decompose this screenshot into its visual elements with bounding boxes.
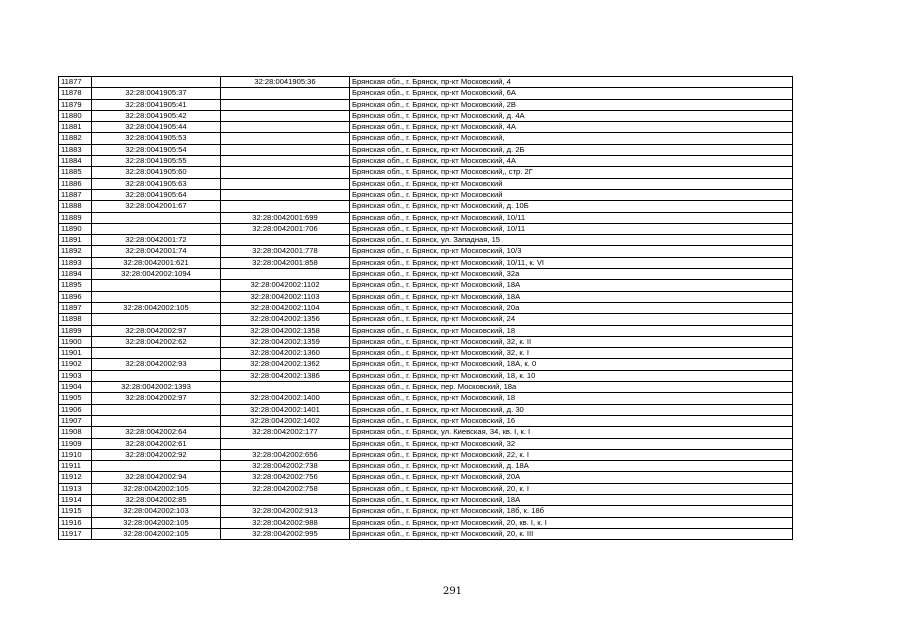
table-row [59,528,793,539]
address-cell: Брянская обл., г. Брянск, пр-кт Московский, д. 4А [350,110,793,121]
linked-cadastral-number-cell: 32:28:0042002:995 [221,528,350,539]
row-number-cell: 11907 [59,415,92,426]
row-number-cell: 11900 [59,336,92,347]
address-cell: Брянская обл., г. Брянск, пр-кт Московский, 18б, к. 18б [350,506,793,517]
address-cell: Брянская обл., г. Брянск, пр-кт Московский, 2В [350,99,793,110]
table-row [59,110,793,121]
row-number-cell: 11890 [59,223,92,234]
address-cell: Брянская обл., г. Брянск, пр-кт Московский, 32 [350,438,793,449]
linked-cadastral-number-cell: 32:28:0042001:706 [221,223,350,234]
address-cell: Брянская обл., г. Брянск, пр-кт Московский [350,189,793,200]
cadastral-number-cell: 32:28:0042002:103 [92,506,221,517]
cadastral-number-cell: 32:28:0042002:61 [92,438,221,449]
linked-cadastral-number-cell [221,156,350,167]
row-number-cell: 11914 [59,494,92,505]
cadastral-number-cell [92,291,221,302]
cadastral-number-cell: 32:28:0041905:44 [92,122,221,133]
address-cell: Брянская обл., г. Брянск, пр-кт Московский, 18А [350,291,793,302]
row-number-cell: 11880 [59,110,92,121]
linked-cadastral-number-cell [221,99,350,110]
row-number-cell: 11878 [59,88,92,99]
table-row [59,133,793,144]
cadastral-number-cell [92,404,221,415]
linked-cadastral-number-cell: 32:28:0042002:1358 [221,325,350,336]
address-cell: Брянская обл., г. Брянск, пр-кт Московский,, стр. 2Г [350,167,793,178]
row-number-cell: 11877 [59,77,92,88]
row-number-cell: 11909 [59,438,92,449]
row-number-cell: 11893 [59,257,92,268]
table-row [59,77,793,88]
address-cell: Брянская обл., г. Брянск, пр-кт Московский, 20, к. I [350,483,793,494]
table-row [59,359,793,370]
table-row [59,246,793,257]
table-row [59,336,793,347]
row-number-cell: 11901 [59,348,92,359]
table-row [59,415,793,426]
linked-cadastral-number-cell [221,178,350,189]
row-number-cell: 11897 [59,302,92,313]
cadastral-number-cell: 32:28:0041905:55 [92,156,221,167]
table-row [59,235,793,246]
cadastral-number-cell: 32:28:0042002:105 [92,528,221,539]
table-row [59,314,793,325]
linked-cadastral-number-cell [221,494,350,505]
cadastral-number-cell [92,415,221,426]
table-row [59,189,793,200]
linked-cadastral-number-cell: 32:28:0042002:177 [221,427,350,438]
row-number-cell: 11879 [59,99,92,110]
cadastral-number-cell [92,461,221,472]
row-number-cell: 11895 [59,280,92,291]
address-cell: Брянская обл., г. Брянск, пр-кт Московский, 18А, к. 0 [350,359,793,370]
address-cell: Брянская обл., г. Брянск, пр-кт Московский, д. 10Б [350,201,793,212]
table-row [59,427,793,438]
row-number-cell: 11917 [59,528,92,539]
linked-cadastral-number-cell: 32:28:0042001:858 [221,257,350,268]
linked-cadastral-number-cell: 32:28:0042001:778 [221,246,350,257]
linked-cadastral-number-cell [221,201,350,212]
linked-cadastral-number-cell: 32:28:0042002:1386 [221,370,350,381]
row-number-cell: 11913 [59,483,92,494]
cadastral-number-cell [92,280,221,291]
cadastral-number-cell: 32:28:0042002:64 [92,427,221,438]
table-row [59,483,793,494]
cadastral-number-cell: 32:28:0041905:64 [92,189,221,200]
address-cell: Брянская обл., г. Брянск, пр-кт Московский, 22, к. I [350,449,793,460]
linked-cadastral-number-cell [221,269,350,280]
address-cell: Брянская обл., г. Брянск, пр-кт Московский, 10/3 [350,246,793,257]
row-number-cell: 11884 [59,156,92,167]
cadastral-number-cell: 32:28:0041905:60 [92,167,221,178]
row-number-cell: 11888 [59,201,92,212]
cadastral-number-cell: 32:28:0042002:105 [92,517,221,528]
address-cell: Брянская обл., г. Брянск, пр-кт Московский, 18, к. 10 [350,370,793,381]
cadastral-number-cell [92,348,221,359]
cadastral-number-cell: 32:28:0041905:53 [92,133,221,144]
registry-table-body [59,77,793,540]
table-row [59,269,793,280]
table-row [59,404,793,415]
linked-cadastral-number-cell [221,167,350,178]
row-number-cell: 11894 [59,269,92,280]
row-number-cell: 11891 [59,235,92,246]
table-row [59,348,793,359]
address-cell: Брянская обл., г. Брянск, пр-кт Московский, д. 18А [350,461,793,472]
page-number: 291 [442,586,463,597]
linked-cadastral-number-cell: 32:28:0042002:1104 [221,302,350,313]
address-cell: Брянская обл., г. Брянск, ул. Западная, 15 [350,235,793,246]
row-number-cell: 11912 [59,472,92,483]
linked-cadastral-number-cell: 32:28:0042002:738 [221,461,350,472]
address-cell: Брянская обл., г. Брянск, ул. Киевская, 34, кв. I, к. I [350,427,793,438]
table-row [59,325,793,336]
linked-cadastral-number-cell: 32:28:0042002:1103 [221,291,350,302]
address-cell: Брянская обл., г. Брянск, пр-кт Московский, 32, к. II [350,336,793,347]
table-row [59,506,793,517]
cadastral-number-cell: 32:28:0041905:42 [92,110,221,121]
table-row [59,517,793,528]
address-cell: Брянская обл., г. Брянск, пр-кт Московский, [350,133,793,144]
address-cell: Брянская обл., г. Брянск, пр-кт Московский, 18А [350,494,793,505]
table-row [59,393,793,404]
row-number-cell: 11882 [59,133,92,144]
cadastral-number-cell: 32:28:0042002:92 [92,449,221,460]
row-number-cell: 11906 [59,404,92,415]
row-number-cell: 11899 [59,325,92,336]
cadastral-number-cell: 32:28:0042002:93 [92,359,221,370]
cadastral-number-cell: 32:28:0042002:62 [92,336,221,347]
linked-cadastral-number-cell [221,122,350,133]
row-number-cell: 11902 [59,359,92,370]
address-cell: Брянская обл., г. Брянск, пр-кт Московский, 20А [350,472,793,483]
row-number-cell: 11896 [59,291,92,302]
linked-cadastral-number-cell: 32:28:0042002:756 [221,472,350,483]
linked-cadastral-number-cell: 32:28:0042002:913 [221,506,350,517]
linked-cadastral-number-cell [221,235,350,246]
linked-cadastral-number-cell [221,144,350,155]
table-row [59,438,793,449]
cadastral-number-cell: 32:28:0042001:72 [92,235,221,246]
cadastral-number-cell: 32:28:0042002:94 [92,472,221,483]
table-row [59,257,793,268]
linked-cadastral-number-cell: 32:28:0042002:656 [221,449,350,460]
table-row [59,178,793,189]
table-row [59,449,793,460]
address-cell: Брянская обл., г. Брянск, пр-кт Московский, 18 [350,325,793,336]
cadastral-number-cell: 32:28:0041905:54 [92,144,221,155]
address-cell: Брянская обл., г. Брянск, пр-кт Московский, 4 [350,77,793,88]
address-cell: Брянская обл., г. Брянск, пер. Московский, 18а [350,382,793,393]
table-row [59,302,793,313]
row-number-cell: 11908 [59,427,92,438]
address-cell: Брянская обл., г. Брянск, пр-кт Московский, 10/11 [350,212,793,223]
cadastral-number-cell: 32:28:0042002:97 [92,325,221,336]
table-row [59,167,793,178]
address-cell: Брянская обл., г. Брянск, пр-кт Московский, 4А [350,122,793,133]
linked-cadastral-number-cell: 32:28:0042002:1362 [221,359,350,370]
linked-cadastral-number-cell [221,438,350,449]
address-cell: Брянская обл., г. Брянск, пр-кт Московский, 10/11, к. VI [350,257,793,268]
table-row [59,461,793,472]
row-number-cell: 11885 [59,167,92,178]
linked-cadastral-number-cell: 32:28:0042002:1402 [221,415,350,426]
row-number-cell: 11886 [59,178,92,189]
cadastral-number-cell: 32:28:0042002:1094 [92,269,221,280]
linked-cadastral-number-cell [221,88,350,99]
address-cell: Брянская обл., г. Брянск, пр-кт Московский, 4А [350,156,793,167]
cadastral-number-cell: 32:28:0042002:105 [92,483,221,494]
row-number-cell: 11892 [59,246,92,257]
table-row [59,88,793,99]
address-cell: Брянская обл., г. Брянск, пр-кт Московский, 16 [350,415,793,426]
linked-cadastral-number-cell: 32:28:0042002:1356 [221,314,350,325]
linked-cadastral-number-cell: 32:28:0042002:1359 [221,336,350,347]
linked-cadastral-number-cell: 32:28:0042002:1400 [221,393,350,404]
row-number-cell: 11905 [59,393,92,404]
table-row [59,201,793,212]
cadastral-number-cell [92,370,221,381]
linked-cadastral-number-cell [221,189,350,200]
row-number-cell: 11903 [59,370,92,381]
cadastral-number-cell [92,212,221,223]
linked-cadastral-number-cell: 32:28:0042002:1102 [221,280,350,291]
row-number-cell: 11910 [59,449,92,460]
row-number-cell: 11889 [59,212,92,223]
table-row [59,494,793,505]
cadastral-number-cell: 32:28:0042002:85 [92,494,221,505]
linked-cadastral-number-cell: 32:28:0042002:1401 [221,404,350,415]
address-cell: Брянская обл., г. Брянск, пр-кт Московский, 32, к. I [350,348,793,359]
cadastral-number-cell: 32:28:0042002:105 [92,302,221,313]
linked-cadastral-number-cell: 32:28:0042002:988 [221,517,350,528]
row-number-cell: 11883 [59,144,92,155]
table-row [59,291,793,302]
cadastral-number-cell [92,314,221,325]
table-row [59,156,793,167]
cadastral-number-cell: 32:28:0042001:621 [92,257,221,268]
row-number-cell: 11916 [59,517,92,528]
address-cell: Брянская обл., г. Брянск, пр-кт Московский, 20а [350,302,793,313]
cadastral-number-cell: 32:28:0042002:1393 [92,382,221,393]
table-row [59,144,793,155]
address-cell: Брянская обл., г. Брянск, пр-кт Московский, 24 [350,314,793,325]
address-cell: Брянская обл., г. Брянск, пр-кт Московский, д. 2Б [350,144,793,155]
linked-cadastral-number-cell: 32:28:0042002:758 [221,483,350,494]
table-row [59,472,793,483]
cadastral-number-cell: 32:28:0042002:97 [92,393,221,404]
cadastral-number-cell [92,77,221,88]
address-cell: Брянская обл., г. Брянск, пр-кт Московский, 20, кв. I, к. I [350,517,793,528]
table-row [59,280,793,291]
address-cell: Брянская обл., г. Брянск, пр-кт Московский, 6А [350,88,793,99]
row-number-cell: 11911 [59,461,92,472]
row-number-cell: 11881 [59,122,92,133]
linked-cadastral-number-cell [221,133,350,144]
row-number-cell: 11904 [59,382,92,393]
cadastral-number-cell: 32:28:0042001:67 [92,201,221,212]
address-cell: Брянская обл., г. Брянск, пр-кт Московский, 18 [350,393,793,404]
row-number-cell: 11915 [59,506,92,517]
table-row [59,122,793,133]
table-row [59,370,793,381]
cadastral-number-cell: 32:28:0042001:74 [92,246,221,257]
address-cell: Брянская обл., г. Брянск, пр-кт Московский, д. 30 [350,404,793,415]
table-row [59,212,793,223]
linked-cadastral-number-cell: 32:28:0042001:699 [221,212,350,223]
address-cell: Брянская обл., г. Брянск, пр-кт Московский, 32а [350,269,793,280]
linked-cadastral-number-cell [221,110,350,121]
cadastral-number-cell: 32:28:0041905:41 [92,99,221,110]
table-row [59,382,793,393]
address-cell: Брянская обл., г. Брянск, пр-кт Московский, 20, к. III [350,528,793,539]
cadastral-number-cell: 32:28:0041905:63 [92,178,221,189]
cadastral-number-cell: 32:28:0041905:37 [92,88,221,99]
linked-cadastral-number-cell [221,382,350,393]
registry-table [58,76,793,540]
row-number-cell: 11887 [59,189,92,200]
table-row [59,99,793,110]
address-cell: Брянская обл., г. Брянск, пр-кт Московский, 18А [350,280,793,291]
address-cell: Брянская обл., г. Брянск, пр-кт Московский [350,178,793,189]
address-cell: Брянская обл., г. Брянск, пр-кт Московский, 10/11 [350,223,793,234]
linked-cadastral-number-cell: 32:28:0042002:1360 [221,348,350,359]
row-number-cell: 11898 [59,314,92,325]
cadastral-number-cell [92,223,221,234]
table-row [59,223,793,234]
linked-cadastral-number-cell: 32:28:0041905:36 [221,77,350,88]
